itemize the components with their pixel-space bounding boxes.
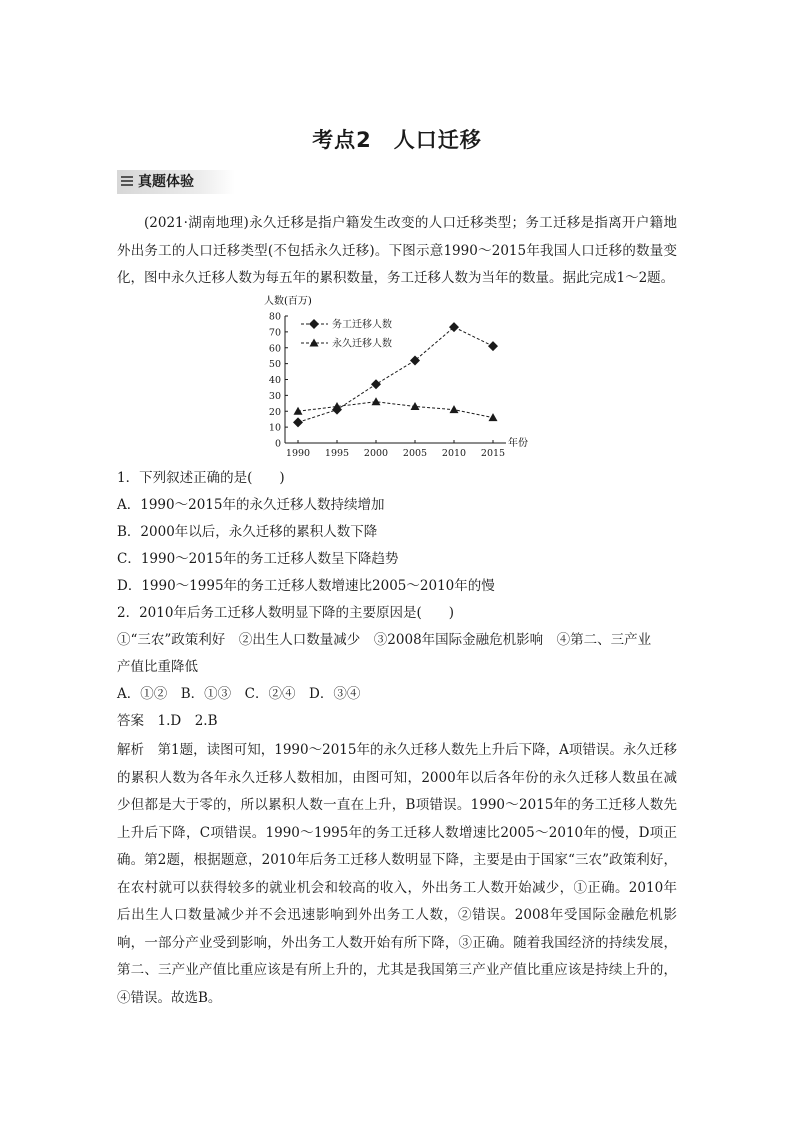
section-label: 真题体验 — [138, 174, 194, 190]
series-line-labor-migration — [298, 327, 493, 422]
permanent-migration-point — [489, 413, 498, 421]
y-axis-label: 人数(百万) — [264, 296, 312, 307]
x-tick-label: 2015 — [480, 448, 506, 459]
y-tick-label: 80 — [268, 311, 281, 323]
series-line-permanent-migration — [298, 402, 493, 418]
question-2-options: A．①② B．①③ C．②④ D．③④ — [117, 686, 361, 702]
question-1-option-c: C．1990～2015年的务工迁移人数呈下降趋势 — [117, 551, 399, 567]
labor-migration-point — [371, 379, 381, 389]
x-tick-label: 2005 — [402, 448, 428, 459]
section-header — [117, 170, 235, 194]
y-tick-label: 70 — [268, 327, 281, 339]
x-tick-label: 1990 — [285, 448, 311, 459]
permanent-migration-point — [450, 405, 459, 413]
question-1-option-a: A．1990～2015年的永久迁移人数持续增加 — [117, 497, 385, 513]
labor-migration-point — [293, 417, 303, 427]
y-tick-label: 50 — [268, 359, 281, 371]
question-2-choices-continued: 产值比重降低 — [117, 659, 198, 675]
x-axis-label: 年份 — [508, 438, 528, 449]
y-tick-label: 30 — [268, 390, 281, 402]
permanent-migration-point — [372, 397, 381, 405]
x-tick-label: 2000 — [363, 448, 389, 459]
question-2-choices: ①“三农”政策利好 ②出生人口数量减少 ③2008年国际金融危机影响 ④第二、三产业 — [117, 632, 652, 648]
y-tick-label: 20 — [268, 406, 281, 418]
permanent-migration-point — [411, 402, 420, 410]
page-title: 考点2 人口迁移 — [312, 128, 482, 152]
analysis-paragraph — [117, 737, 677, 1012]
intro-text: (2021·湖南地理)永久迁移是指户籍发生改变的人口迁移类型；务工迁移是指离开户籍地外出务工的人口迁移类型(不包括永久迁移)。下图示意1990～2015年我国人口迁移的数量变化，图中永久迁移人数为每五年的累积数量，务工迁移人数为当年的数量。据此完成1～2题。 — [117, 215, 677, 286]
question-1-option-d: D．1990～1995年的务工迁移人数增速比2005～2010年的慢 — [117, 578, 495, 594]
labor-migration-point — [449, 322, 459, 332]
labor-migration-point — [488, 341, 498, 351]
y-tick-label: 60 — [268, 343, 281, 355]
legend-label: 务工迁移人数 — [332, 319, 392, 331]
permanent-migration-point — [294, 407, 303, 415]
y-tick-label: 10 — [268, 422, 281, 434]
answer-line: 答案 1.D 2.B — [117, 713, 218, 729]
analysis-text: 解析 第1题，读图可知，1990～2015年的永久迁移人数先上升后下降，A项错误。永久迁移的累积人数为各年永久迁移人数相加，由图可知，2000年以后各年份的永久迁移人数虽在减少但都是大于零的，所以累积人数一直在上升，B项错误。1990～2015年的务工迁移人数先上升后下降，C项错误。1990～1995年的务工迁移人数增速比2005～2010年的慢，D项正确。第2题，根据题意，2010年后务工迁移人数明显下降，主要是由于国家“三农”政策利好，在农村就可以获得较多的就业机会和较高的收入，外出务工人数开始减少，①正确。2010年后出生人口数量减少并不会迅速影响到外出务工人数，②错误。2008年受国际金融危机影响，一部分产业受到影响，外出务工人数开始有所下降，③正确。随着我国经济的持续发展，第二、三产业产值比重应该是有所上升的，尤其是我国第三产业产值比重应该是持续上升的，④错误。故选B。 — [117, 742, 677, 1006]
question-2-stem: 2．2010年后务工迁移人数明显下降的主要原因是( ) — [117, 605, 454, 621]
legend-marker-diamond — [309, 319, 319, 329]
y-tick-label: 0 — [274, 438, 281, 450]
x-tick-label: 1995 — [324, 448, 350, 459]
labor-migration-point — [410, 355, 420, 365]
question-1-option-b: B．2000年以后，永久迁移的累积人数下降 — [117, 524, 378, 540]
y-tick-label: 40 — [268, 375, 281, 386]
population-migration-chart — [258, 290, 538, 460]
question-1-stem: 1．下列叙述正确的是( ) — [117, 470, 285, 486]
x-tick-label: 2010 — [441, 448, 467, 459]
legend-label: 永久迁移人数 — [332, 338, 392, 350]
intro-paragraph — [117, 210, 677, 293]
list-icon — [121, 176, 133, 188]
